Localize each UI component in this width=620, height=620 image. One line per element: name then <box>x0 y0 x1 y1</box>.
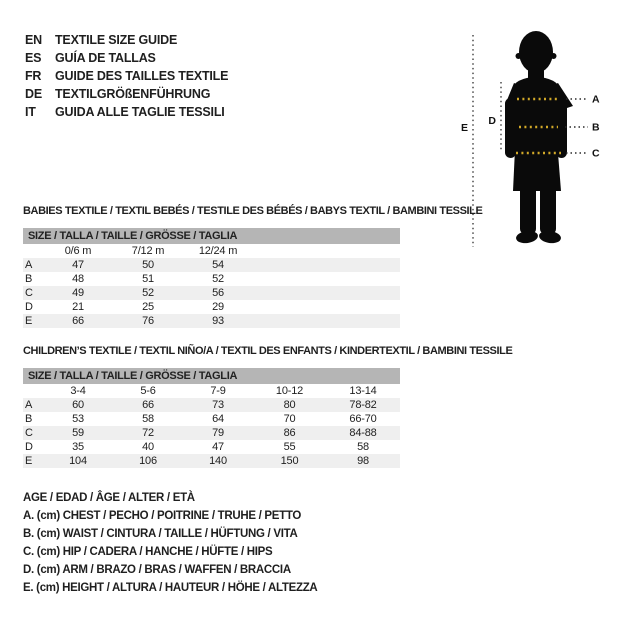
column-header: 13-14 <box>349 385 377 397</box>
babies-column-header-row <box>23 244 400 258</box>
column-header: 5-6 <box>140 385 156 397</box>
measure-label-c: C <box>592 147 600 160</box>
language-code: DE <box>25 87 42 101</box>
children-section-title: CHILDREN’S TEXTILE / TEXTIL NIÑO/A / TEXTIL DES ENFANTS / KINDERTEXTIL / BAMBINI TESSILE <box>23 345 513 357</box>
table-cell: 50 <box>142 259 154 271</box>
language-list <box>25 31 228 121</box>
table-cell: 40 <box>142 441 154 453</box>
table-cell: 47 <box>212 441 224 453</box>
table-row <box>23 300 400 314</box>
table-cell: 70 <box>283 413 296 425</box>
row-label: A <box>25 399 33 411</box>
language-label: TEXTILGRÖßENFÜHRUNG <box>55 87 211 101</box>
filler-cell <box>253 314 400 328</box>
table-cell: 35 <box>72 441 84 453</box>
children-column-header-row <box>23 384 400 398</box>
measurement-figure <box>440 20 620 255</box>
measure-label-a: A <box>592 93 600 106</box>
filler-cell <box>253 286 400 300</box>
row-label: E <box>25 455 33 467</box>
table-cell: 104 <box>69 455 87 467</box>
table-cell: 58 <box>357 441 369 453</box>
table-row <box>23 412 400 426</box>
filler-cell <box>253 300 400 314</box>
legend-waist-line: B. (cm) WAIST / CINTURA / TAILLE / HÜFTUNG / VITA <box>23 528 298 540</box>
row-label: B <box>25 273 33 285</box>
filler-cell <box>253 272 400 286</box>
table-cell: 56 <box>212 287 224 299</box>
table-cell: 84-88 <box>349 427 377 439</box>
table-cell: 58 <box>142 413 154 425</box>
corner-cell <box>23 244 43 258</box>
measure-label-d: D <box>488 115 496 127</box>
table-cell: 52 <box>212 273 224 285</box>
table-cell: 29 <box>212 301 224 313</box>
table-cell: 78-82 <box>349 399 377 411</box>
table-cell: 48 <box>72 273 84 285</box>
column-header: 12/24 m <box>198 245 238 257</box>
row-label: C <box>25 287 33 299</box>
table-cell: 55 <box>283 441 296 453</box>
table-cell: 73 <box>212 399 224 411</box>
language-label: GUIDA ALLE TAGLIE TESSILI <box>55 105 225 119</box>
table-cell: 79 <box>212 427 224 439</box>
table-cell: 72 <box>142 427 154 439</box>
table-row <box>23 314 400 328</box>
babies-size-table <box>23 244 400 328</box>
filler-cell <box>253 244 400 258</box>
legend-hip-line: C. (cm) HIP / CADERA / HANCHE / HÜFTE / HIPS <box>23 546 273 558</box>
language-row-en <box>25 31 228 49</box>
table-cell: 53 <box>72 413 84 425</box>
table-cell: 150 <box>280 455 299 467</box>
language-label: GUÍA DE TALLAS <box>55 51 156 65</box>
table-cell: 66 <box>72 315 84 327</box>
children-size-header-bar: SIZE / TALLA / TAILLE / GRÖSSE / TAGLIA <box>23 368 400 384</box>
table-row <box>23 426 400 440</box>
language-code: ES <box>25 51 42 65</box>
children-size-table <box>23 384 400 468</box>
corner-cell <box>23 384 43 398</box>
legend-height-line: E. (cm) HEIGHT / ALTURA / HAUTEUR / HÖHE / ALTEZZA <box>23 582 318 594</box>
table-cell: 66-70 <box>349 413 377 425</box>
row-label: A <box>25 259 33 271</box>
table-cell: 106 <box>139 455 157 467</box>
table-row <box>23 286 400 300</box>
table-row <box>23 272 400 286</box>
table-row <box>23 398 400 412</box>
babies-size-header-bar: SIZE / TALLA / TAILLE / GRÖSSE / TAGLIA <box>23 228 400 244</box>
table-cell: 60 <box>72 399 84 411</box>
table-cell: 98 <box>357 455 369 467</box>
row-label: C <box>25 427 33 439</box>
babies-section-title: BABIES TEXTILE / TEXTIL BEBÉS / TESTILE DES BÉBÉS / BABYS TEXTIL / BAMBINI TESSILE <box>23 205 483 217</box>
table-cell: 59 <box>72 427 84 439</box>
boy-silhouette <box>505 31 573 244</box>
language-row-it <box>25 103 228 121</box>
table-row <box>23 440 400 454</box>
table-cell: 80 <box>283 399 296 411</box>
legend-chest-line: A. (cm) CHEST / PECHO / POITRINE / TRUHE / PETTO <box>23 510 302 522</box>
column-header: 10-12 <box>275 385 304 397</box>
column-header: 7-9 <box>210 385 226 397</box>
table-cell: 86 <box>283 427 296 439</box>
column-header: 0/6 m <box>64 245 92 257</box>
measure-label-b: B <box>592 121 600 134</box>
language-code: EN <box>25 33 42 47</box>
legend-arm-line: D. (cm) ARM / BRAZO / BRAS / WAFFEN / BRACCIA <box>23 564 291 576</box>
row-label: D <box>25 441 33 453</box>
table-cell: 66 <box>142 399 154 411</box>
language-row-es <box>25 49 228 67</box>
column-header: 7/12 m <box>131 245 165 257</box>
table-cell: 47 <box>72 259 84 271</box>
table-cell: 54 <box>212 259 224 271</box>
legend-age-line: AGE / EDAD / ÂGE / ALTER / ETÀ <box>23 492 195 504</box>
row-label: B <box>25 413 33 425</box>
row-label: D <box>25 301 33 313</box>
table-row <box>23 258 400 272</box>
column-header: 3-4 <box>70 385 86 397</box>
table-cell: 49 <box>72 287 84 299</box>
language-code: IT <box>25 105 36 119</box>
table-cell: 51 <box>142 273 154 285</box>
table-cell: 93 <box>212 315 224 327</box>
language-label: TEXTILE SIZE GUIDE <box>55 33 178 47</box>
table-cell: 25 <box>142 301 154 313</box>
table-cell: 140 <box>209 455 227 467</box>
filler-cell <box>253 258 400 272</box>
table-cell: 64 <box>212 413 224 425</box>
language-row-fr <box>25 67 228 85</box>
row-label: E <box>25 315 33 327</box>
table-cell: 52 <box>142 287 154 299</box>
language-label: GUIDE DES TAILLES TEXTILE <box>55 69 229 83</box>
table-cell: 76 <box>142 315 154 327</box>
table-row <box>23 454 400 468</box>
language-row-de <box>25 85 228 103</box>
measurement-legend <box>23 489 317 597</box>
language-code: FR <box>25 69 42 83</box>
table-cell: 21 <box>72 301 84 313</box>
measure-label-e: E <box>460 122 468 134</box>
